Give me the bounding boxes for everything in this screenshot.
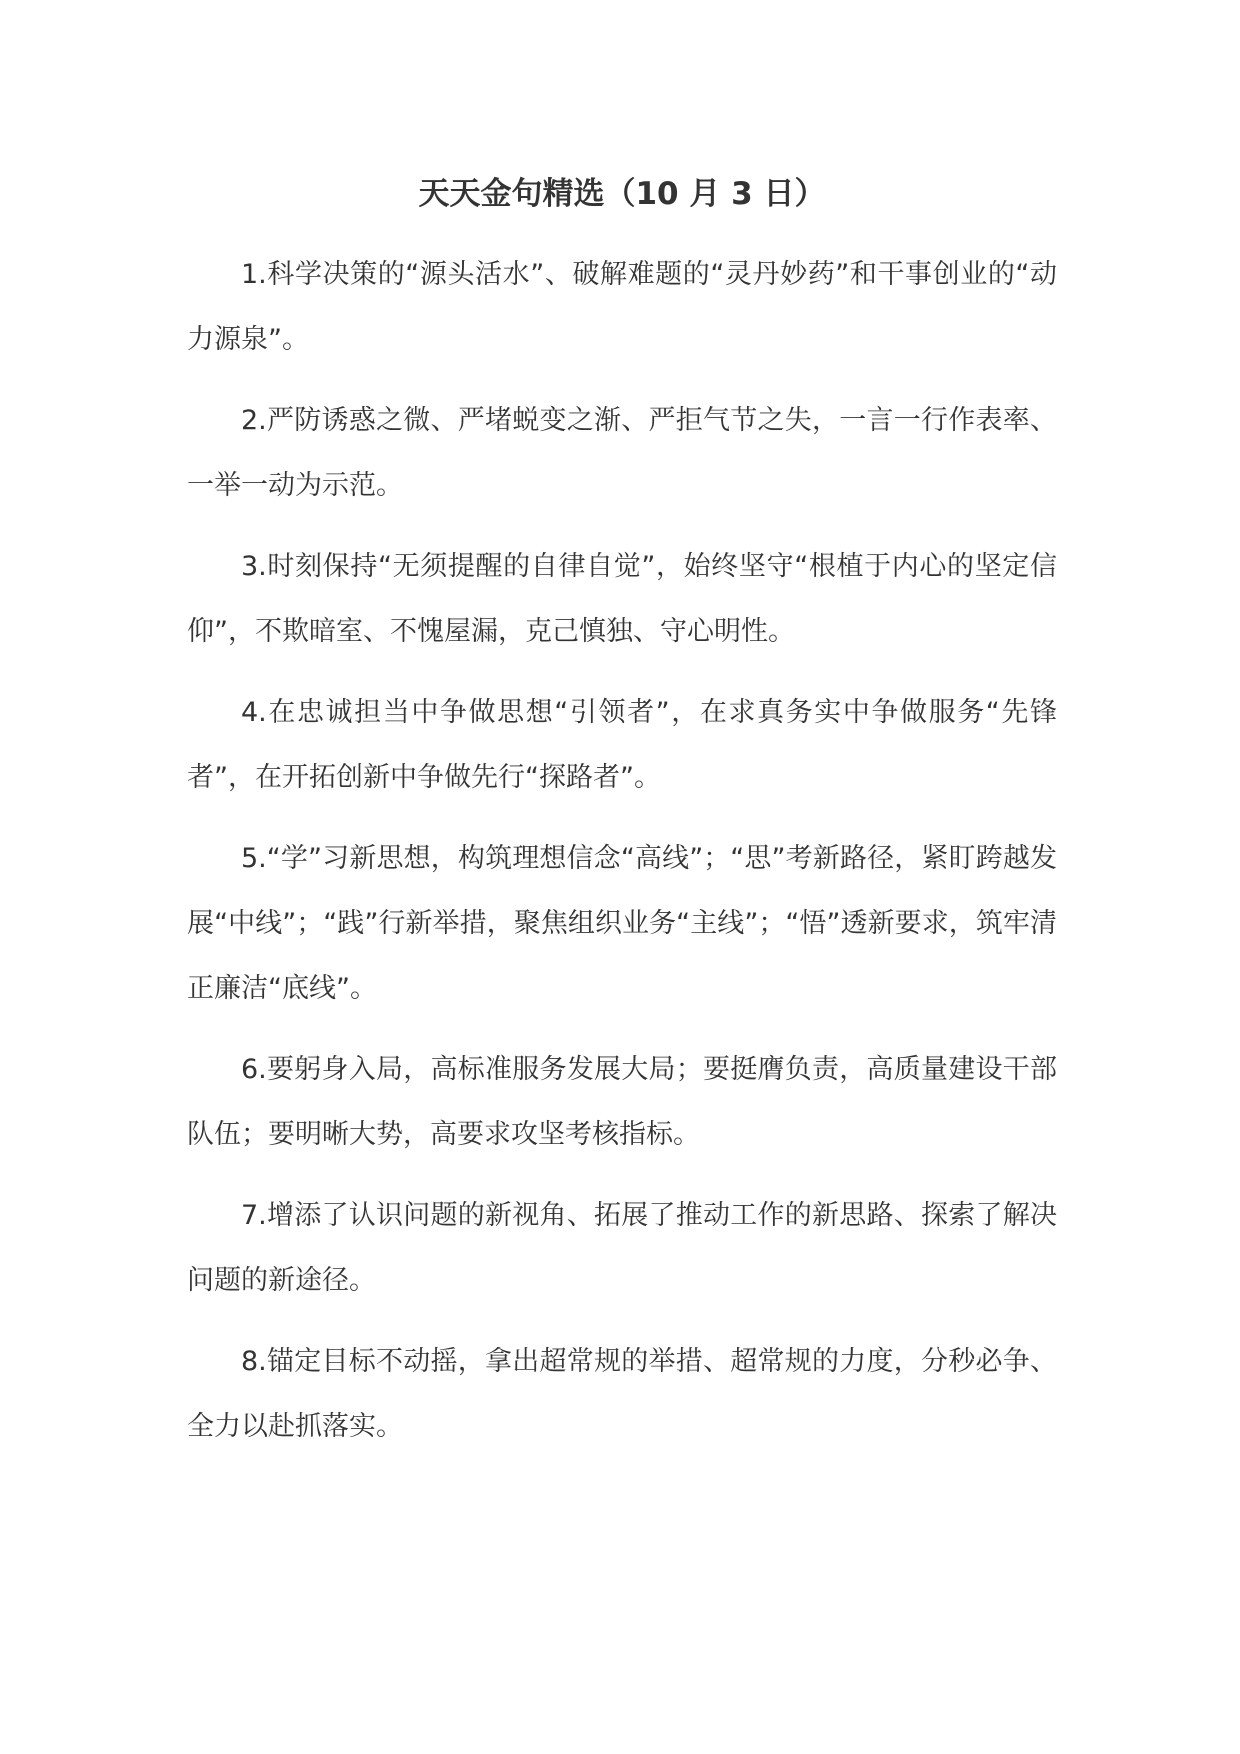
quote-item-2: 2.严防诱惑之微、严堵蜕变之渐、严拒气节之失，一言一行作表率、一举一动为示范。 xyxy=(187,405,1057,501)
page-title: 天天金句精选（10 月 3 日） xyxy=(418,176,826,212)
quote-item-7: 7.增添了认识问题的新视角、拓展了推动工作的新思路、探索了解决问题的新途径。 xyxy=(187,1200,1057,1296)
document-page xyxy=(187,170,1057,1475)
quote-item-8: 8.锚定目标不动摇，拿出超常规的举措、超常规的力度，分秒必争、全力以赴抓落实。 xyxy=(187,1346,1057,1442)
quote-item-5: 5.“学”习新思想，构筑理想信念“高线”；“思”考新路径，紧盯跨越发展“中线”；“践”行新举措，聚焦组织业务“主线”；“悟”透新要求，筑牢清正廉洁“底线”。 xyxy=(187,843,1057,1004)
quote-item-6: 6.要躬身入局，高标准服务发展大局；要挺膺负责，高质量建设干部队伍；要明晰大势，高要求攻坚考核指标。 xyxy=(187,1054,1057,1150)
quote-item-1: 1.科学决策的“源头活水”、破解难题的“灵丹妙药”和干事创业的“动力源泉”。 xyxy=(187,259,1057,355)
quote-item-3: 3.时刻保持“无须提醒的自律自觉”，始终坚守“根植于内心的坚定信仰”，不欺暗室、不愧屋漏，克己慎独、守心明性。 xyxy=(187,551,1057,647)
quote-item-4: 4.在忠诚担当中争做思想“引领者”，在求真务实中争做服务“先锋者”，在开拓创新中争做先行“探路者”。 xyxy=(187,697,1057,793)
quote-list xyxy=(187,242,1057,1459)
